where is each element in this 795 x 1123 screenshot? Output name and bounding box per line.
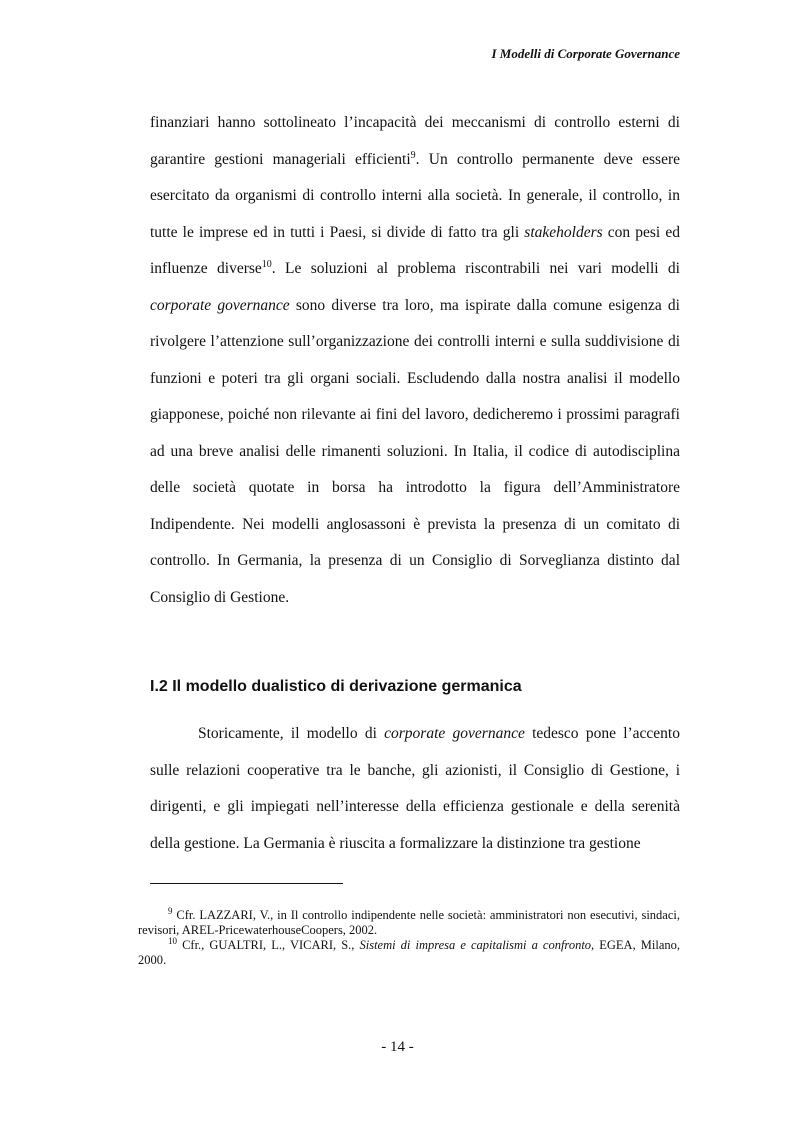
emphasis-corporate-governance: corporate governance	[150, 296, 290, 314]
footnote-ref-9[interactable]: 9	[410, 149, 416, 161]
footnote-text: EGEA, Milano, 2000.	[138, 938, 680, 967]
footnote-marker: 9	[168, 905, 173, 916]
emphasis-corporate-governance: corporate governance	[384, 725, 525, 742]
text-segment: Storicamente, il modello di	[198, 725, 385, 742]
text-segment: sono diverse tra loro, ma ispirate dalla comune esigenza di rivolgere l’attenzione sull’organizzazione dei controlli interni e sulla suddivisione di funzioni e poteri tra gli organi sociali. Escludendo dalla nostra analisi il modello giapponese, poiché non rilevante ai fini del lavoro, dedicheremo i prossimi paragrafi ad una breve analisi delle rimanenti soluzioni. In Italia, il codice di autodisciplina delle società quotate in borsa ha introdotto la figura dell’Amministratore Indipendente. Nei modelli anglosassoni è prevista la presenza di un comitato di controllo. In Germania, la presenza di un Consiglio di Sorveglianza distinto dal Consiglio di Gestione.	[150, 296, 680, 606]
page-number: - 14 -	[381, 1039, 414, 1055]
running-header: I Modelli di Corporate Governance	[491, 46, 680, 61]
body-paragraph-2	[150, 716, 680, 862]
section-heading: I.2 Il modello dualistico di derivazione germanica	[150, 678, 522, 695]
text-segment: finanziari hanno sottolineato l’incapacità dei meccanismi di controllo esterni di garantire gestioni manageriali efficienti	[150, 114, 680, 168]
footnote-ref-10[interactable]: 10	[261, 258, 272, 270]
footnote-text: Cfr., GUALTRI, L., VICARI, S.,	[177, 938, 360, 952]
footnote-text: Cfr. LAZZARI, V., in Il controllo indipendente nelle società: amministratori non esecutivi, sindaci, revisori, AREL-PricewaterhouseCoopers, 2002.	[138, 908, 680, 937]
footnote-marker: 10	[168, 935, 177, 946]
footnote-separator	[150, 883, 343, 884]
body-paragraph-1	[150, 105, 680, 616]
text-segment: . Le soluzioni al problema riscontrabili nei vari modelli di	[271, 260, 680, 277]
footnote-9	[138, 905, 680, 938]
text-segment: . Un controllo permanente deve essere esercitato da organismi di controllo interni alla società. In generale, il controllo, in tutte le imprese ed in tutti i Paesi, si divide di fatto tra gli	[150, 150, 680, 241]
footnotes	[138, 905, 680, 968]
footnote-10	[138, 935, 680, 968]
footnote-title: Sistemi di impresa e capitalismi a confronto,	[359, 938, 595, 952]
text-segment: con pesi ed influenze diverse	[150, 223, 680, 277]
text-segment: tedesco pone l’accento sulle relazioni cooperative tra le banche, gli azionisti, il Consiglio di Gestione, i dirigenti, e gli impiegati nell’interesse della efficienza gestionale e della serenità della gestione. La Germania è riuscita a formalizzare la distinzione tra gestione	[150, 725, 680, 852]
emphasis-stakeholders: stakeholders	[524, 223, 603, 241]
